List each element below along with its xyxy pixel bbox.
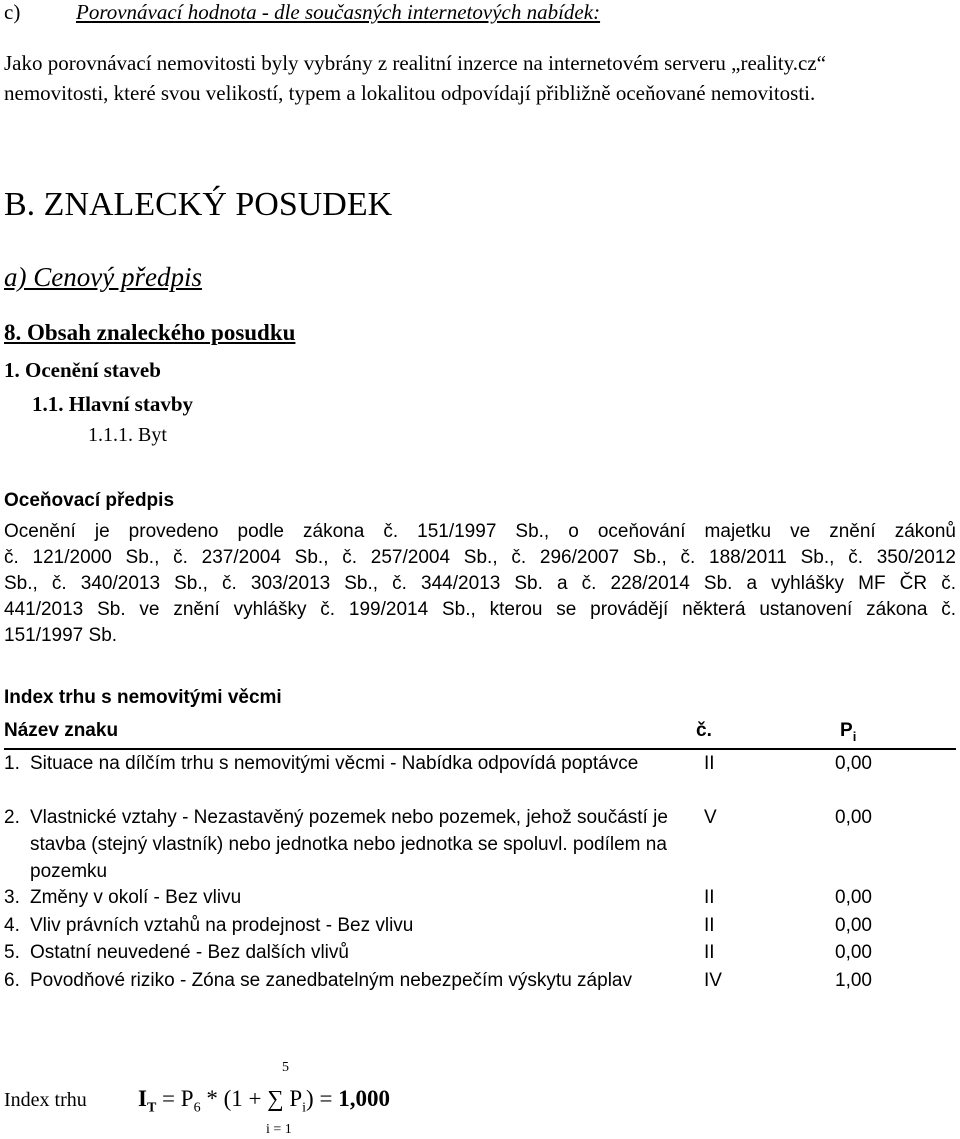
sum-lower-limit: i = 1 (266, 1122, 292, 1137)
row-grade: II (704, 942, 715, 963)
formula-label: Index trhu (4, 1089, 87, 1111)
row-text: Situace na dílčím trhu s nemovitými věcmi - Nabídka odpovídá poptávce (30, 753, 639, 774)
market-index-formula (138, 1086, 390, 1117)
header-cislo: č. (696, 720, 712, 741)
row-value: 1,00 (835, 970, 872, 991)
sum-symbol: ∑ (267, 1086, 284, 1111)
comparison-paragraph-line-2: nemovitosti, které svou velikostí, typem a lokalitou odpovídají přibližně oceňované nemovitosti. (4, 81, 816, 105)
row-text: Vlastnické vztahy - Nezastavěný pozemek nebo pozemek, jehož součástí je stavba (stejný vlastník) nebo jednotka nebo jednotka se spoluvl. podílem na pozemku (30, 807, 668, 882)
row-number: 4. (4, 915, 20, 936)
formula-p-sub: i (302, 1100, 307, 1116)
row-value: 0,00 (835, 753, 872, 774)
header-p-sub: i (852, 728, 857, 744)
section-c-letter: c) (4, 0, 21, 24)
row-number: 1. (4, 753, 20, 774)
row-number: 2. (4, 807, 20, 828)
index-table-title: Index trhu s nemovitými věcmi (4, 687, 282, 708)
valuation-line-2 (4, 547, 956, 569)
formula-p: P (283, 1086, 303, 1111)
row-text: Povodňové riziko - Zóna se zanedbatelným nebezpečím výskytu záplav (30, 970, 632, 991)
row-value: 0,00 (835, 915, 872, 936)
header-p (840, 720, 856, 744)
valuation-line-4 (4, 599, 956, 621)
valuation-line-1 (4, 521, 956, 543)
valuation-line-4-text: 441/2013 Sb. ve znění vyhlášky č. 199/2014 Sb., kterou se provádějí některá ustanovení zákona č. (4, 599, 956, 620)
row-grade: II (704, 915, 715, 936)
section-c-title: Porovnávací hodnota - dle současných internetových nabídek: (76, 0, 601, 24)
formula-mid: * (1 + (200, 1086, 268, 1111)
comparison-paragraph-line-1: Jako porovnávací nemovitosti byly vybrány z realitní inzerce na internetovém serveru „reality.cz“ (4, 51, 826, 75)
valuation-line-5: 151/1997 Sb. (4, 625, 118, 646)
row-grade: II (704, 753, 715, 774)
heading-obsah-posudku: 8. Obsah znaleckého posudku (4, 320, 296, 345)
valuation-line-1-text: Ocenění je provedeno podle zákona č. 151/1997 Sb., o oceňování majetku ve znění zákonů (4, 521, 956, 542)
valuation-line-2-text: č. 121/2000 Sb., č. 237/2004 Sb., č. 257/2004 Sb., č. 296/2007 Sb., č. 188/2011 Sb., č. 350/2012 (4, 547, 956, 568)
formula-i-sub: T (146, 1100, 157, 1116)
row-value: 0,00 (835, 942, 872, 963)
row-number: 6. (4, 970, 20, 991)
header-p-text: P (840, 720, 853, 741)
index-table-header (4, 720, 956, 750)
row-text: Ostatní neuvedené - Bez dalších vlivů (30, 942, 349, 963)
formula-end: ) = (306, 1086, 339, 1111)
formula-result: 1,000 (338, 1086, 390, 1111)
valuation-line-3 (4, 573, 956, 595)
valuation-title: Oceňovací předpis (4, 490, 175, 511)
row-number: 3. (4, 887, 20, 908)
row-grade: II (704, 887, 715, 908)
row-value: 0,00 (835, 887, 872, 908)
heading-byt: 1.1.1. Byt (88, 424, 167, 446)
valuation-line-3-text: Sb., č. 340/2013 Sb., č. 303/2013 Sb., č. 344/2013 Sb. a č. 228/2014 Sb. a vyhlášky MF ČR č. (4, 573, 956, 594)
row-value: 0,00 (835, 807, 872, 828)
heading-hlavni-stavby: 1.1. Hlavní stavby (32, 392, 194, 416)
row-grade: V (704, 807, 717, 828)
sum-upper-limit: 5 (282, 1060, 289, 1075)
formula-p6-sub: 6 (193, 1100, 201, 1116)
row-text: Vliv právních vztahů na prodejnost - Bez vlivu (30, 915, 414, 936)
row-number: 5. (4, 942, 20, 963)
formula-i: I (138, 1086, 147, 1111)
heading-cenovy-predpis: a) Cenový předpis (4, 262, 202, 292)
heading-znalecky-posudek: B. ZNALECKÝ POSUDEK (4, 186, 393, 223)
formula-eq: = P (156, 1086, 194, 1111)
header-nazev-znaku: Název znaku (4, 720, 119, 741)
heading-oceneni-staveb: 1. Ocenění staveb (4, 358, 161, 382)
row-text: Změny v okolí - Bez vlivu (30, 887, 242, 908)
row-grade: IV (704, 970, 722, 991)
